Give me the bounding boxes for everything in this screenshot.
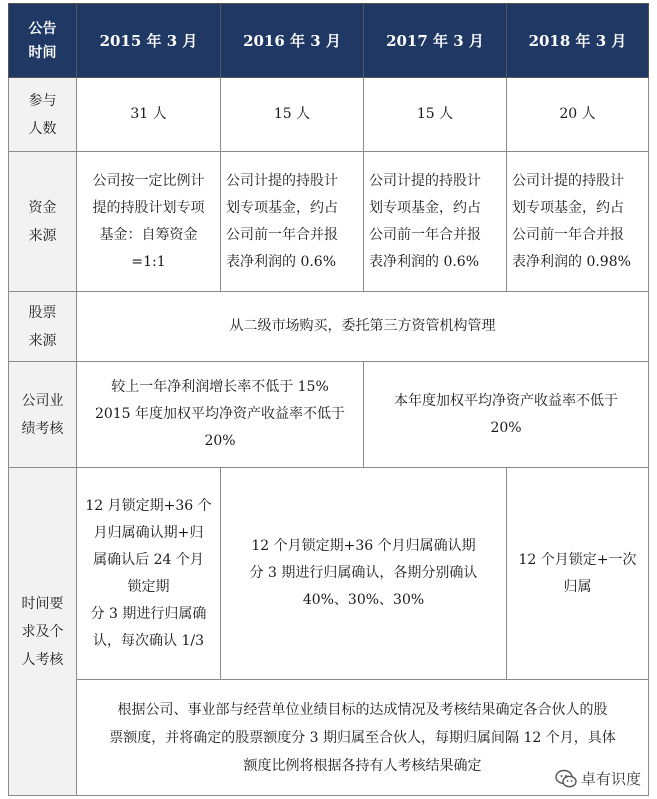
header-row [9, 4, 649, 78]
performance-2017-2018: 本年度加权平均净资产收益率不低于 20% [364, 362, 649, 468]
participants-row [9, 78, 649, 152]
timing-row [9, 468, 649, 680]
participants-2018: 20 人 [507, 78, 649, 152]
timing-2015: 12 月锁定期+36 个 月归属确认期+归 属确认后 24 个月 锁定期 分 3 期进行归属确 认，每次确认 1/3 [77, 468, 221, 680]
participants-2016: 15 人 [221, 78, 364, 152]
participants-2017: 15 人 [364, 78, 507, 152]
funding-row [9, 152, 649, 292]
partner-stock-plan-table [8, 3, 649, 796]
timing-label: 时间要 求及个 人考核 [9, 468, 77, 796]
stock-source-label: 股票 来源 [9, 292, 77, 362]
corner-header: 公告 时间 [9, 4, 77, 78]
performance-2015-2016: 较上一年净利润增长率不低于 15% 2015 年度加权平均净资产收益率不低于 20% [77, 362, 364, 468]
funding-2017: 公司计提的持股计 划专项基金，约占 公司前一年合并报 表净利润的 0.6% [364, 152, 507, 292]
participants-label: 参与 人数 [9, 78, 77, 152]
timing-note: 根据公司、事业部与经营单位业绩目标的达成情况及考核结果确定各合伙人的股 票额度，并将确定的股票额度分 3 期归属至合伙人，每期归属间隔 12 个月，具体 额度比例将根据各持有人考核结果确定 [77, 680, 649, 796]
timing-2018: 12 个月锁定+一次 归属 [507, 468, 649, 680]
stock-source-row [9, 292, 649, 362]
performance-row [9, 362, 649, 468]
period-header-2016: 2016 年 3 月 [221, 4, 364, 78]
period-header-2018: 2018 年 3 月 [507, 4, 649, 78]
watermark-text: 卓有识度 [580, 770, 641, 788]
funding-2015: 公司按一定比例计 提的持股计划专项 基金：自筹资金 =1:1 [77, 152, 221, 292]
funding-2016: 公司计提的持股计 划专项基金，约占 公司前一年合并报 表净利润的 0.6% [221, 152, 364, 292]
participants-2015: 31 人 [77, 78, 221, 152]
watermark [555, 768, 641, 789]
timing-2016-2017: 12 个月锁定期+36 个月归属确认期 分 3 期进行归属确认，各期分别确认 40%、30%、30% [221, 468, 507, 680]
performance-label: 公司业 绩考核 [9, 362, 77, 468]
stock-source-value: 从二级市场购买，委托第三方资管机构管理 [77, 292, 649, 362]
funding-label: 资金 来源 [9, 152, 77, 292]
wechat-icon [555, 769, 577, 789]
timing-note-row [9, 680, 649, 796]
period-header-2017: 2017 年 3 月 [364, 4, 507, 78]
funding-2018: 公司计提的持股计 划专项基金，约占 公司前一年合并报 表净利润的 0.98% [507, 152, 649, 292]
period-header-2015: 2015 年 3 月 [77, 4, 221, 78]
